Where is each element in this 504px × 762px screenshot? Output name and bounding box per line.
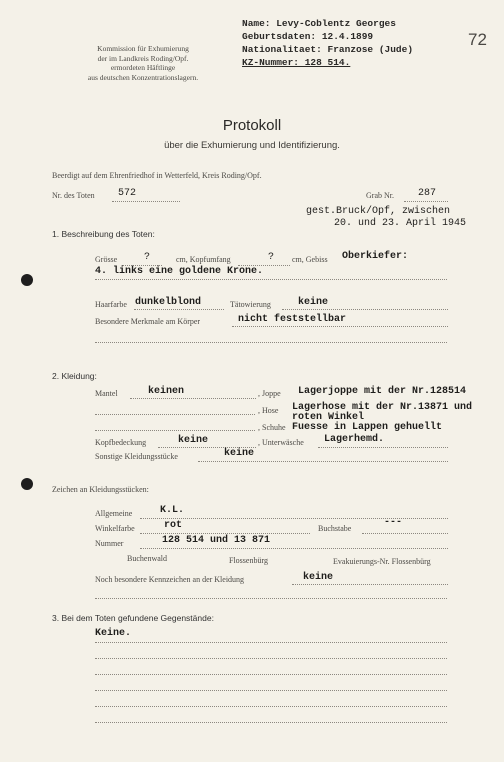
letter-value: --- xyxy=(384,517,403,528)
hair-label: Haarfarbe xyxy=(95,300,127,309)
coat-value: keinen xyxy=(148,386,185,397)
dead-no-value: 572 xyxy=(118,188,137,199)
commission-line-4: aus deutschen Konzentrationslagern. xyxy=(87,72,199,82)
burial-label: Beerdigt auf dem Ehrenfriedhof in Wetterfeld, Kreis Roding/Opf. xyxy=(52,171,262,180)
cm-head-label: cm, Kopfumfang xyxy=(176,255,231,264)
section3-heading: 3. Bei dem Toten gefundene Gegenstände: xyxy=(52,613,214,623)
other-clothes-label: Sonstige Kleidungsstücke xyxy=(95,452,178,461)
typed-nationality: Nationalitaet: Franzose (Jude) xyxy=(242,44,414,55)
general-value: K.L. xyxy=(160,505,185,516)
cm-teeth-label: cm, Gebiss xyxy=(292,255,328,264)
camp-buchenwald: Buchenwald xyxy=(127,554,167,563)
page-subtitle: über die Exhumierung und Identifizierung. xyxy=(164,140,340,151)
punch-hole-top xyxy=(21,274,33,286)
hat-label: Kopfbedeckung xyxy=(95,438,147,447)
angle-value: rot xyxy=(164,520,183,531)
marks-heading: Zeichen an Kleidungsstücken: xyxy=(52,485,149,494)
died-line-2: 20. und 23. April 1945 xyxy=(334,218,467,229)
commission-line-2: der im Landkreis Roding/Opf. xyxy=(97,53,189,63)
letter-label: Buchstabe xyxy=(318,524,352,533)
typed-name: Name: Levy-Coblentz Georges xyxy=(242,18,396,29)
coat-label: Mantel xyxy=(95,389,118,398)
general-label: Allgemeine xyxy=(95,509,133,518)
section1-heading: 1. Beschreibung des Toten: xyxy=(52,229,155,239)
teeth-value: Oberkiefer: xyxy=(342,251,409,262)
marks-label: Besondere Merkmale am Körper xyxy=(95,317,201,326)
teeth-value-2: 4. links eine goldene Krone. xyxy=(95,266,264,277)
hair-value: dunkelblond xyxy=(135,297,202,308)
size-label: Grösse xyxy=(95,255,118,264)
section2-heading: 2. Kleidung: xyxy=(52,371,97,381)
typed-kz-number: KZ-Nummer: 128 514. xyxy=(242,57,351,68)
underwear-value: Lagerhemd. xyxy=(324,434,385,445)
grave-no-value: 287 xyxy=(418,188,437,199)
number-label: Nummer xyxy=(95,539,124,548)
pants-label: , Hose xyxy=(258,406,279,415)
punch-hole-bottom xyxy=(21,478,33,490)
commission-block xyxy=(58,44,228,82)
camp-flossenbuerg: Flossenbürg xyxy=(229,556,268,565)
died-line-1: gest.Bruck/Opf, zwischen xyxy=(306,206,451,217)
other-clothes-value: keine xyxy=(224,448,255,459)
pants-value-2: roten Winkel xyxy=(292,412,365,423)
tattoo-value: keine xyxy=(298,297,329,308)
page-title: Protokoll xyxy=(222,117,282,134)
head-value: ? xyxy=(268,252,275,263)
dead-no-label: Nr. des Toten xyxy=(52,191,95,200)
number-value: 128 514 und 13 871 xyxy=(162,535,271,546)
typed-birth: Geburtsdaten: 12.4.1899 xyxy=(242,31,374,42)
page-number: 72 xyxy=(468,30,487,49)
commission-line-3: ermordeten Häftlinge xyxy=(110,63,176,72)
camp-evacuation: Evakuierungs-Nr. Flossenbürg xyxy=(333,557,431,566)
tattoo-label: Tätowierung xyxy=(230,300,271,309)
jacket-label: , Joppe xyxy=(258,389,281,398)
shoes-label: , Schuhe xyxy=(258,423,286,432)
angle-label: Winkelfarbe xyxy=(95,524,135,533)
typed-header xyxy=(242,17,413,69)
underwear-label: , Unterwäsche xyxy=(258,438,304,447)
size-value: ? xyxy=(144,252,151,263)
other-marks-label: Noch besondere Kennzeichen an der Kleidung xyxy=(95,575,245,584)
grave-label: Grab Nr. xyxy=(366,191,394,200)
pants-value: Lagerhose mit der Nr.13871 und xyxy=(292,402,473,413)
other-marks-value: keine xyxy=(303,572,334,583)
commission-line-1: Kommission für Exhumierung xyxy=(97,44,189,53)
marks-value: nicht feststellbar xyxy=(238,314,347,325)
shoes-value: Fuesse in Lappen gehuellt xyxy=(292,422,443,433)
found-items-value: Keine. xyxy=(95,628,132,639)
hat-value: keine xyxy=(178,435,209,446)
jacket-value: Lagerjoppe mit der Nr.128514 xyxy=(298,386,467,397)
